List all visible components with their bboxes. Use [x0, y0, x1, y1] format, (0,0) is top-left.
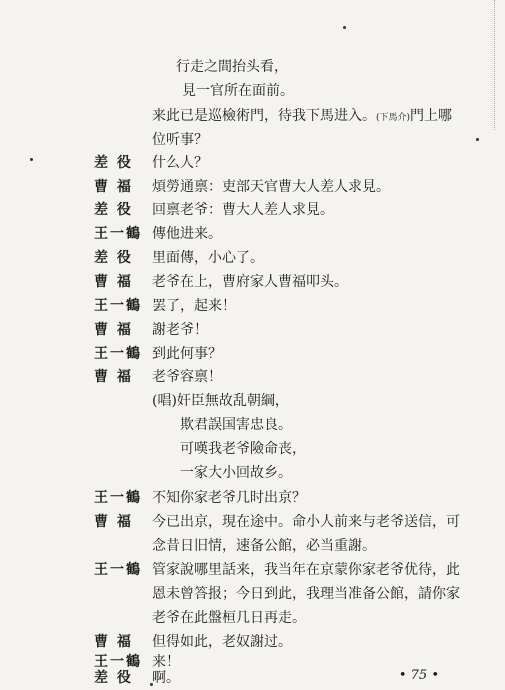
stage-line-text-end: 門上哪: [410, 108, 453, 124]
speaker: 王一鶴: [94, 226, 142, 242]
sung-line-4: 一家大小回故乡。: [180, 465, 292, 481]
speaker: 王一鶴: [94, 562, 142, 578]
speaker: 王一鶴: [94, 490, 142, 506]
speech: 管家說哪里話来，我当年在京蒙你家老爷优待，此: [152, 562, 460, 578]
verse-line-2: 見一官所在面前。: [182, 83, 294, 99]
speech: 但得如此，老奴謝过。: [152, 634, 292, 650]
speaker: 曹 福: [94, 369, 133, 385]
page-number: • 75 •: [398, 668, 439, 683]
speech: 罢了，起来！: [152, 298, 236, 314]
stage-line-cont: 位听事？: [152, 132, 208, 148]
verse-line-1: 行走之間抬头看，: [176, 59, 288, 75]
speaker: 差 役: [94, 250, 133, 266]
stage-direction: (下馬介): [376, 113, 411, 123]
speech: 不知你家老爷几时出京？: [152, 490, 306, 506]
speaker: 曹 福: [94, 179, 133, 195]
speech: 来！: [152, 654, 180, 670]
speaker: 曹 福: [94, 514, 133, 530]
speaker: 王一鶴: [94, 654, 142, 670]
page-edge-rule: [493, 0, 495, 130]
speech: 回禀老爷：曹大人差人求見。: [152, 202, 334, 218]
speaker: 曹 福: [94, 322, 133, 338]
speech: 念昔日旧情，速备公館，必当重謝。: [152, 538, 376, 554]
speech: 老爷在上，曹府家人曹福叩头。: [152, 274, 348, 290]
sung-line-1: (唱)奸臣無故乱朝綱，: [152, 393, 289, 409]
speech: 今已出京，現在途中。命小人前来与老爷送信，可: [152, 514, 460, 530]
speaker: 差 役: [94, 670, 133, 686]
speaker: 曹 福: [94, 274, 133, 290]
speech: 老爷容禀！: [152, 369, 222, 385]
speck: [343, 26, 346, 29]
speck: [476, 138, 479, 141]
sung-line-3: 可嘆我老爷險命丧，: [180, 441, 306, 457]
speaker: 曹 福: [94, 634, 133, 650]
speech: 到此何事？: [152, 346, 222, 362]
speech: 老爷在此盤桓几日再走。: [152, 610, 306, 626]
speech: 恩未曾答报；今日到此，我理当准备公館，請你家: [152, 586, 460, 602]
speech: 傳他进来。: [152, 226, 222, 242]
speech: 煩勞通禀：吏部天官曹大人差人求見。: [152, 179, 390, 195]
stage-line-text: 来此已是巡檢術門，待我下馬进入。: [152, 108, 376, 124]
speech: 啊。: [152, 670, 180, 686]
speech: 里面傳，小心了。: [152, 250, 264, 266]
speaker: 差 役: [94, 202, 133, 218]
speck: [30, 158, 33, 161]
speech: 什么人？: [152, 155, 208, 171]
speaker: 王一鶴: [94, 346, 142, 362]
stage-line: [152, 106, 452, 128]
sung-line-2: 欺君誤国害忠良。: [180, 417, 292, 433]
speech: 謝老爷！: [152, 322, 208, 338]
speaker: 王一鶴: [94, 298, 142, 314]
speaker: 差 役: [94, 155, 133, 171]
